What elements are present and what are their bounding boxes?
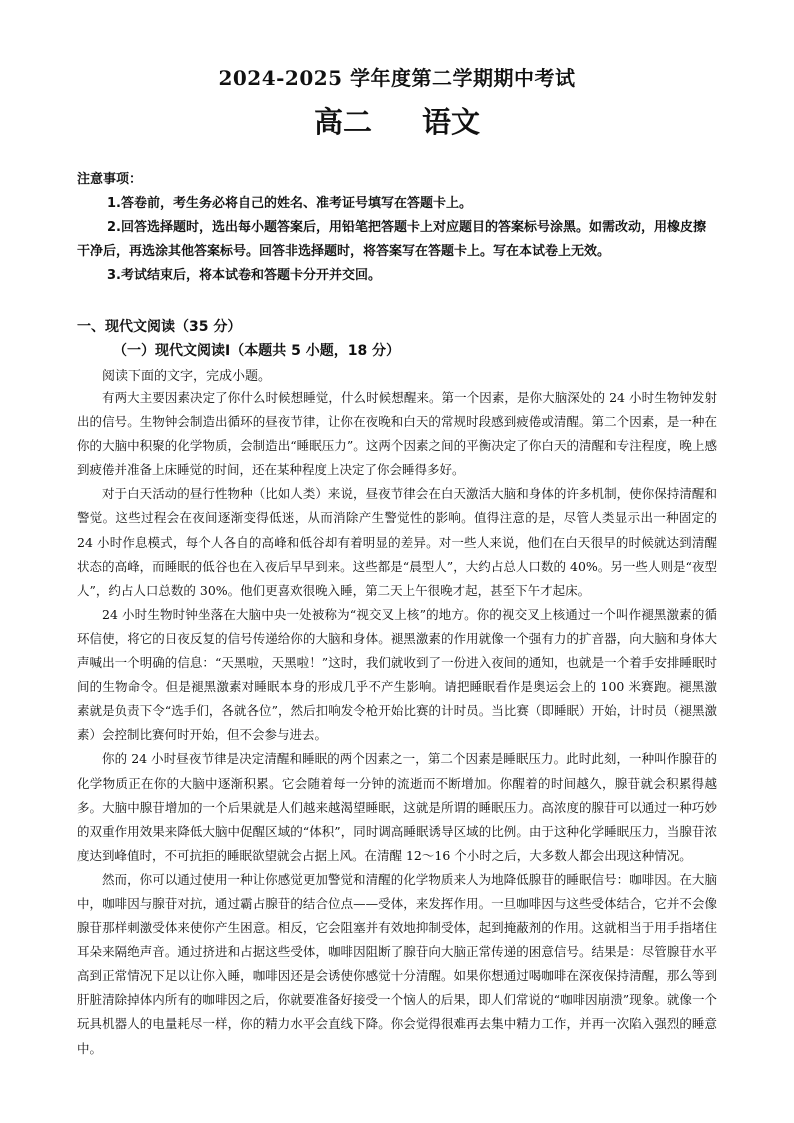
section-title: 一、现代文阅读（35 分） bbox=[77, 319, 242, 335]
subject-title bbox=[0, 100, 794, 141]
note-item: 2.回答选择题时，选出每小题答案后，用铅笔把答题卡上对应题目的答案标号涂黑。如需改动，用橡皮擦干净后，再选涂其他答案标号。回答非选择题时，将答案写在答题卡上。写在本试卷上无效。 bbox=[77, 220, 706, 259]
reading-passage bbox=[77, 386, 717, 1061]
grade-label: 高二 bbox=[313, 105, 372, 139]
note-item: 1.答卷前，考生务必将自己的姓名、准考证号填写在答题卡上。 bbox=[107, 196, 472, 211]
passage-paragraph: 然而，你可以通过使用一种让你感觉更加警觉和清醒的化学物质来人为地降低腺苷的睡眠信号：咖啡因。在大脑中，咖啡因与腺苷对抗，通过霸占腺苷的结合位点——受体，来发挥作用。一旦咖啡因与这些受体结合，它并不会像腺苷那样刺激受体来使你产生困意。相反，它会阻塞并有效地抑制受体，起到掩蔽剂的作用。这就相当于用手指堵住耳朵来隔绝声音。通过挤进和占据这些受体，咖啡因阻断了腺苷向大脑正常传递的困意信号。结果是：尽管腺苷水平高到正常情况下足以让你入睡，咖啡因还是会诱使你感觉十分清醒。如果你想通过喝咖啡在深夜保持清醒，那么等到肝脏清除掉体内所有的咖啡因之后，你就要准备好接受一个恼人的后果，即人们常说的“咖啡因崩溃”现象。就像一个玩具机器人的电量耗尽一样，你的精力水平会直线下降。你会觉得很难再去集中精力工作，并再一次陷入强烈的睡意中。 bbox=[77, 871, 717, 1056]
section-subtitle: （一）现代文阅读Ⅰ（本题共 5 小题，18 分） bbox=[113, 343, 401, 359]
passage-paragraph: 对于白天活动的昼行性物种（比如人类）来说，昼夜节律会在白天激活大脑和身体的许多机制，使你保持清醒和警觉。这些过程会在夜间逐渐变得低迷，从而消除产生警觉性的影响。值得注意的是，尽管人类显示出一种固定的 24 小时作息模式，每个人各自的高峰和低谷却有着明显的差异。对一些人来说，他们在白天很早的时候就达到清醒状态的高峰，而睡眠的低谷也在入夜后早早到来。这些都是“晨型人”，大约占总人口数的 40%。另一些人则是“夜型人”，约占人口总数的 30%。他们更喜欢很晚入睡，第二天上午很晚才起，甚至下午才起床。 bbox=[77, 486, 717, 598]
notes-heading: 注意事项： bbox=[77, 172, 143, 187]
exam-title: 2024-2025 学年度第二学期期中考试 bbox=[218, 66, 576, 90]
passage-paragraph: 24 小时生物时钟坐落在大脑中央一处被称为“视交叉上核”的地方。你的视交叉上核通过一个叫作褪黑激素的循环信使，将它的日夜反复的信号传递给你的大脑和身体。褪黑激素的作用就像一个强有力的扩音器，向大脑和身体大声喊出一个明确的信息：“天黑啦，天黑啦！”这时，我们就收到了一份进入夜间的通知，也就是一个着手安排睡眠时间的生物命令。但是褪黑激素对睡眠本身的形成几乎不产生影响。请把睡眠看作是奥运会上的 100 米赛跑。褪黑激素就是负责下令“选手们，各就各位”，然后扣响发令枪开始比赛的计时员。当比赛（即睡眠）开始，计时员（褪黑激素）会控制比赛何时开始，但不会参与进去。 bbox=[77, 606, 717, 743]
passage-paragraph: 有两大主要因素决定了你什么时候想睡觉，什么时候想醒来。第一个因素，是你大脑深处的 24 小时生物钟发射出的信号。生物钟会制造出循环的昼夜节律，让你在夜晚和白天的常规时段感到疲倦或清醒。第二个因素，是一种在你的大脑中积聚的化学物质，会制造出“睡眠压力”。这两个因素之间的平衡决定了你白天的清醒和专注程度，晚上感到疲倦并准备上床睡觉的时间，还在某种程度上决定了你会睡得多好。 bbox=[77, 390, 717, 478]
passage-paragraph: 你的 24 小时昼夜节律是决定清醒和睡眠的两个因素之一，第二个因素是睡眠压力。此时此刻，一种叫作腺苷的化学物质正在你的大脑中逐渐积累。它会随着每一分钟的流逝而不断增加。你醒着的时间越久，腺苷就会积累得越多。大脑中腺苷增加的一个后果就是人们越来越渴望睡眠，这就是所谓的睡眠压力。高浓度的腺苷可以通过一种巧妙的双重作用效果来降低大脑中促醒区域的“体积”，同时调高睡眠诱导区域的比例。由于这种化学睡眠压力，当腺苷浓度达到峰值时，不可抗拒的睡眠欲望就会占据上风。在清醒 12～16 个小时之后，大多数人都会出现这种情况。 bbox=[77, 751, 717, 863]
exam-notes bbox=[77, 168, 717, 288]
reading-instruction: 阅读下面的文字，完成小题。 bbox=[102, 369, 272, 384]
subject-label: 语文 bbox=[422, 105, 481, 139]
note-item: 3.考试结束后，将本试卷和答题卡分开并交回。 bbox=[107, 268, 381, 283]
